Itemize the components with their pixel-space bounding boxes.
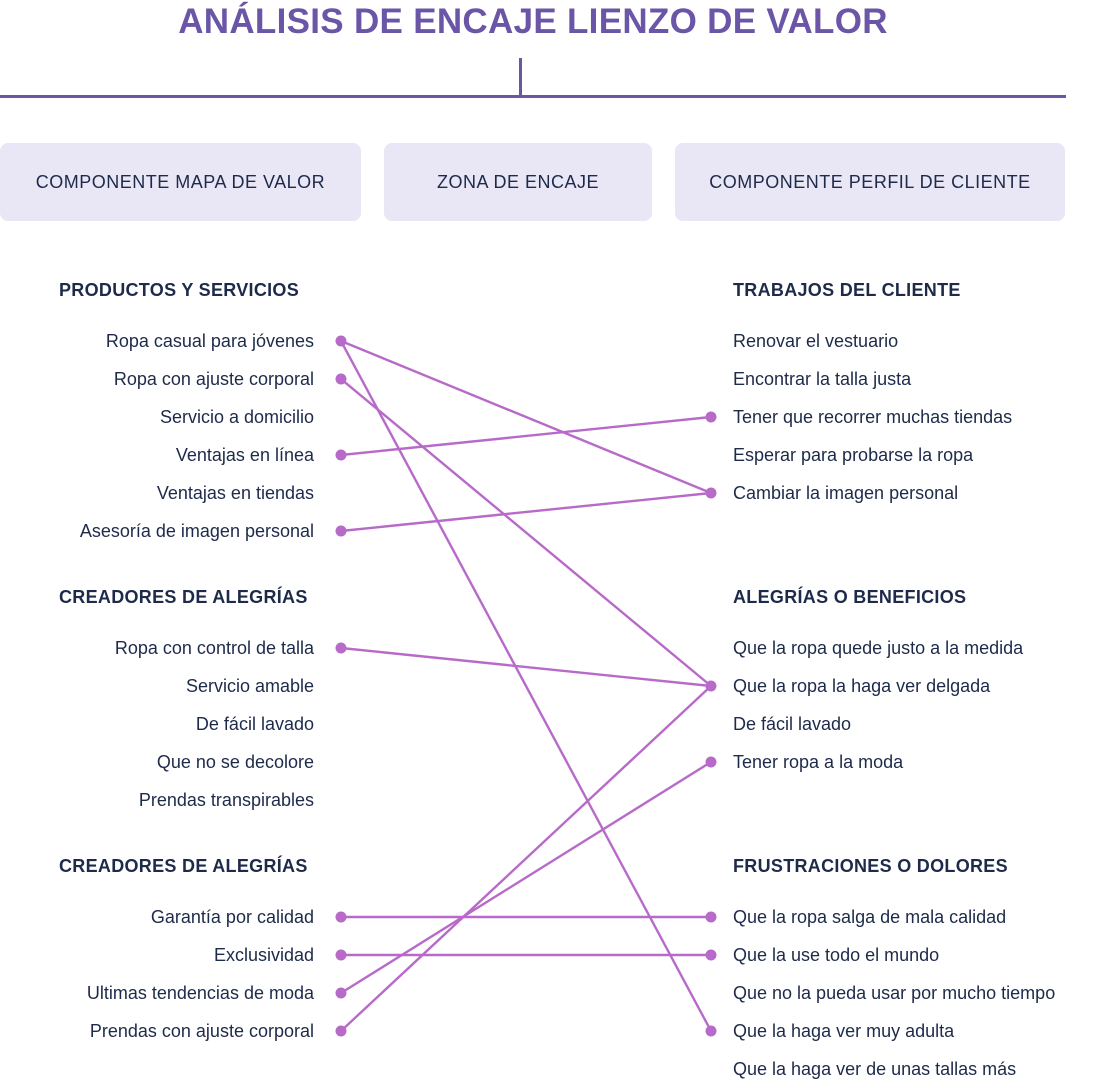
connector-dot-right: [706, 950, 717, 961]
list-item: Que la ropa salga de mala calidad: [733, 907, 1007, 927]
list-item: Servicio amable: [185, 676, 314, 696]
list-item: Ventajas en línea: [175, 445, 314, 465]
list-item: Ropa con control de talla: [114, 638, 314, 658]
connector-dot-left: [336, 526, 347, 537]
section-title-customer-jobs: TRABAJOS DEL CLIENTE: [733, 280, 961, 300]
title-connector-stem: [519, 58, 522, 96]
list-item: De fácil lavado: [195, 714, 314, 734]
list-item: Cambiar la imagen personal: [733, 483, 959, 503]
header-customer-profile: [675, 143, 1065, 221]
connector-dot-left: [336, 374, 347, 385]
list-item: Tener que recorrer muchas tiendas: [733, 407, 1013, 427]
connector-dot-right: [706, 757, 717, 768]
list-item: Encontrar la talla justa: [733, 369, 912, 389]
connector-line: [341, 379, 711, 686]
list-products-services: [80, 322, 314, 550]
header-value-map-label: COMPONENTE MAPA DE VALOR: [35, 171, 326, 192]
connector-line: [341, 762, 711, 993]
section-title-gains: ALEGRÍAS O BENEFICIOS: [733, 587, 967, 607]
connector-dot-right: [706, 488, 717, 499]
list-item: Prendas transpirables: [138, 790, 314, 810]
header-customer-profile-label: COMPONENTE PERFIL DE CLIENTE: [709, 171, 1031, 192]
header-fit-zone-label: ZONA DE ENCAJE: [436, 171, 600, 192]
list-gain-creators-2: [87, 898, 314, 1050]
header-value-map: [0, 143, 361, 221]
connector-dot-left: [336, 912, 347, 923]
header-fit-zone: [384, 143, 652, 221]
list-item: Ropa casual para jóvenes: [105, 331, 314, 351]
list-item: Que la use todo el mundo: [733, 945, 940, 965]
connector-dot-left: [336, 988, 347, 999]
list-item: Exclusividad: [213, 945, 314, 965]
list-item: Que la ropa la haga ver delgada: [733, 676, 991, 696]
section-title-pains: FRUSTRACIONES O DOLORES: [733, 856, 1008, 876]
list-item: Asesoría de imagen personal: [79, 521, 314, 541]
list-item: Ropa con ajuste corporal: [113, 369, 314, 389]
list-item: Que la haga ver muy adulta: [733, 1021, 955, 1041]
list-item: Garantía por calidad: [150, 907, 314, 927]
list-gain-creators: [115, 629, 314, 819]
connector-line: [341, 341, 711, 493]
list-pains: [733, 898, 1055, 1088]
connector-dot-right: [706, 912, 717, 923]
connector-line: [341, 493, 711, 531]
list-item: Que la haga ver de unas tallas más: [733, 1059, 1017, 1079]
list-item: Servicio a domicilio: [159, 407, 314, 427]
list-item: Ventajas en tiendas: [156, 483, 314, 503]
list-item: Que no la pueda usar por mucho tiempo: [733, 983, 1056, 1003]
connector-line: [341, 341, 711, 1031]
list-item: Ultimas tendencias de moda: [86, 983, 314, 1003]
title-divider-rule: [0, 95, 1066, 98]
list-item: Que no se decolore: [156, 752, 314, 772]
list-item: Renovar el vestuario: [733, 331, 899, 351]
connector-dot-left: [336, 1026, 347, 1037]
list-item: Prendas con ajuste corporal: [89, 1021, 314, 1041]
list-item: Esperar para probarse la ropa: [733, 445, 974, 465]
list-item: Que la ropa quede justo a la medida: [733, 638, 1024, 658]
connector-dot-left: [336, 336, 347, 347]
diagram-title: ANÁLISIS DE ENCAJE LIENZO DE VALOR: [178, 2, 888, 41]
section-title-gain-creators: CREADORES DE ALEGRÍAS: [59, 587, 308, 607]
list-gains: [733, 629, 1023, 781]
connector-dot-left: [336, 450, 347, 461]
connector-line: [341, 648, 711, 686]
connector-line: [341, 417, 711, 455]
section-title-products-services: PRODUCTOS Y SERVICIOS: [59, 280, 300, 300]
list-item: Tener ropa a la moda: [733, 752, 904, 772]
connector-dot-right: [706, 1026, 717, 1037]
connector-dot-right: [706, 681, 717, 692]
connector-line: [341, 686, 711, 1031]
list-customer-jobs: [733, 322, 1012, 512]
connector-dot-left: [336, 643, 347, 654]
list-item: De fácil lavado: [733, 714, 852, 734]
section-title-gain-creators-2: CREADORES DE ALEGRÍAS: [59, 856, 308, 876]
connector-dot-right: [706, 412, 717, 423]
connector-dot-left: [336, 950, 347, 961]
